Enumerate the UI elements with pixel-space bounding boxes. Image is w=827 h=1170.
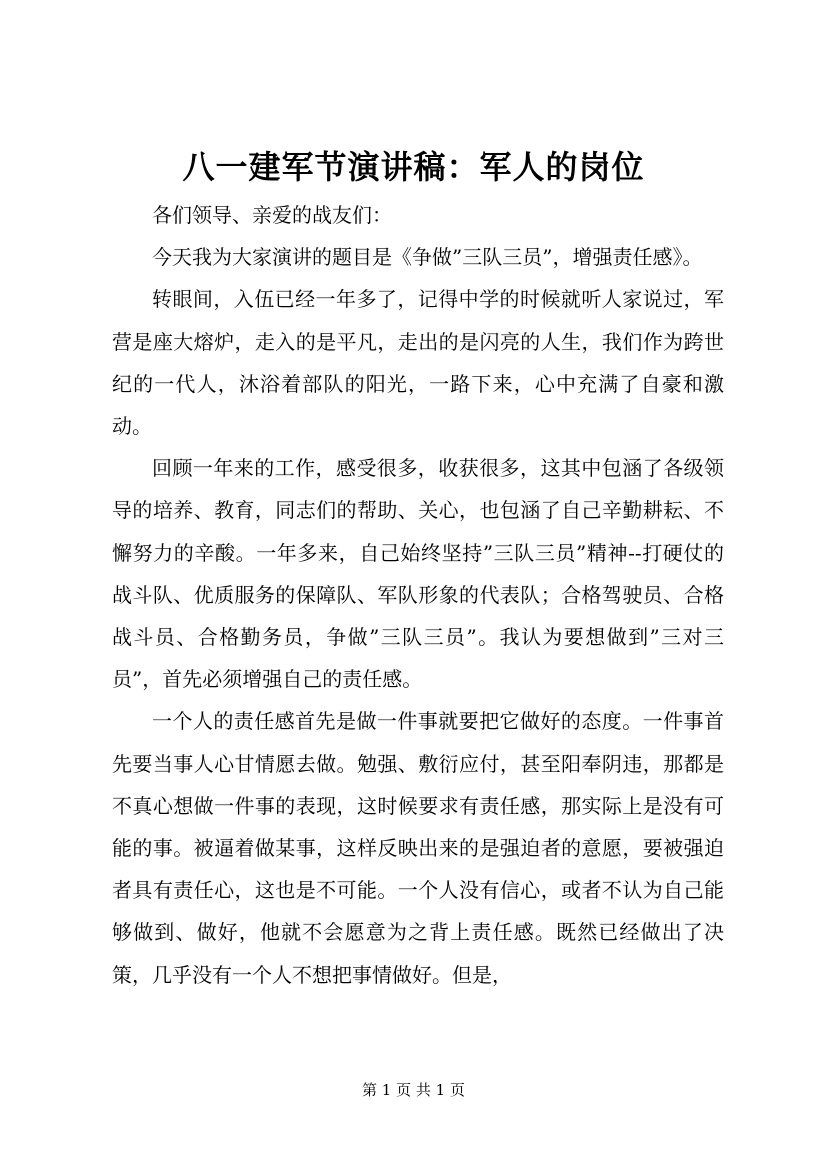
page-footer: 第 1 页 共 1 页 <box>362 1081 465 1099</box>
document-title: 八一建军节演讲稿：军人的岗位 <box>182 148 645 186</box>
paragraph-enlistment: 转眼间，入伍已经一年多了，记得中学的时候就听人家说过，军营是座大熔炉，走入的是平凡，走出的是闪亮的人生，我们作为跨世纪的一代人，沐浴着部队的阳光，一路下来，心中充满了自豪和激动。 <box>112 287 724 439</box>
document-body <box>112 194 724 996</box>
paragraph-review: 回顾一年来的工作，感受很多，收获很多，这其中包涵了各级领导的培养、教育，同志们的帮助、关心，也包涵了自己辛勤耕耘、不懈努力的辛酸。一年多来，自己始终坚持”三队三员”精神--打硬仗的战斗队、优质服务的保障队、军队形象的代表队；合格驾驶员、合格战斗员、合格勤务员，争做”三队三员”。我认为要想做到”三对三员”，首先必须增强自己的责任感。 <box>112 456 724 692</box>
paragraph-topic: 今天我为大家演讲的题目是《争做”三队三员”，增强责任感》。 <box>152 245 703 270</box>
paragraph-salutation: 各们领导、亲爱的战友们： <box>152 203 392 227</box>
paragraph-responsibility: 一个人的责任感首先是做一件事就要把它做好的态度。一件事首先要当事人心甘情愿去做。勉强、敷衍应付，甚至阳奉阴违，那都是不真心想做一件事的表现，这时候要求有责任感，那实际上是没有可能的事。被逼着做某事，这样反映出来的是强迫者的意愿，要被强迫者具有责任心，这也是不可能。一个人没有信心，或者不认为自己能够做到、做好，他就不会愿意为之背上责任感。既然已经做出了决策，几乎没有一个人不想把事情做好。但是， <box>112 709 724 987</box>
